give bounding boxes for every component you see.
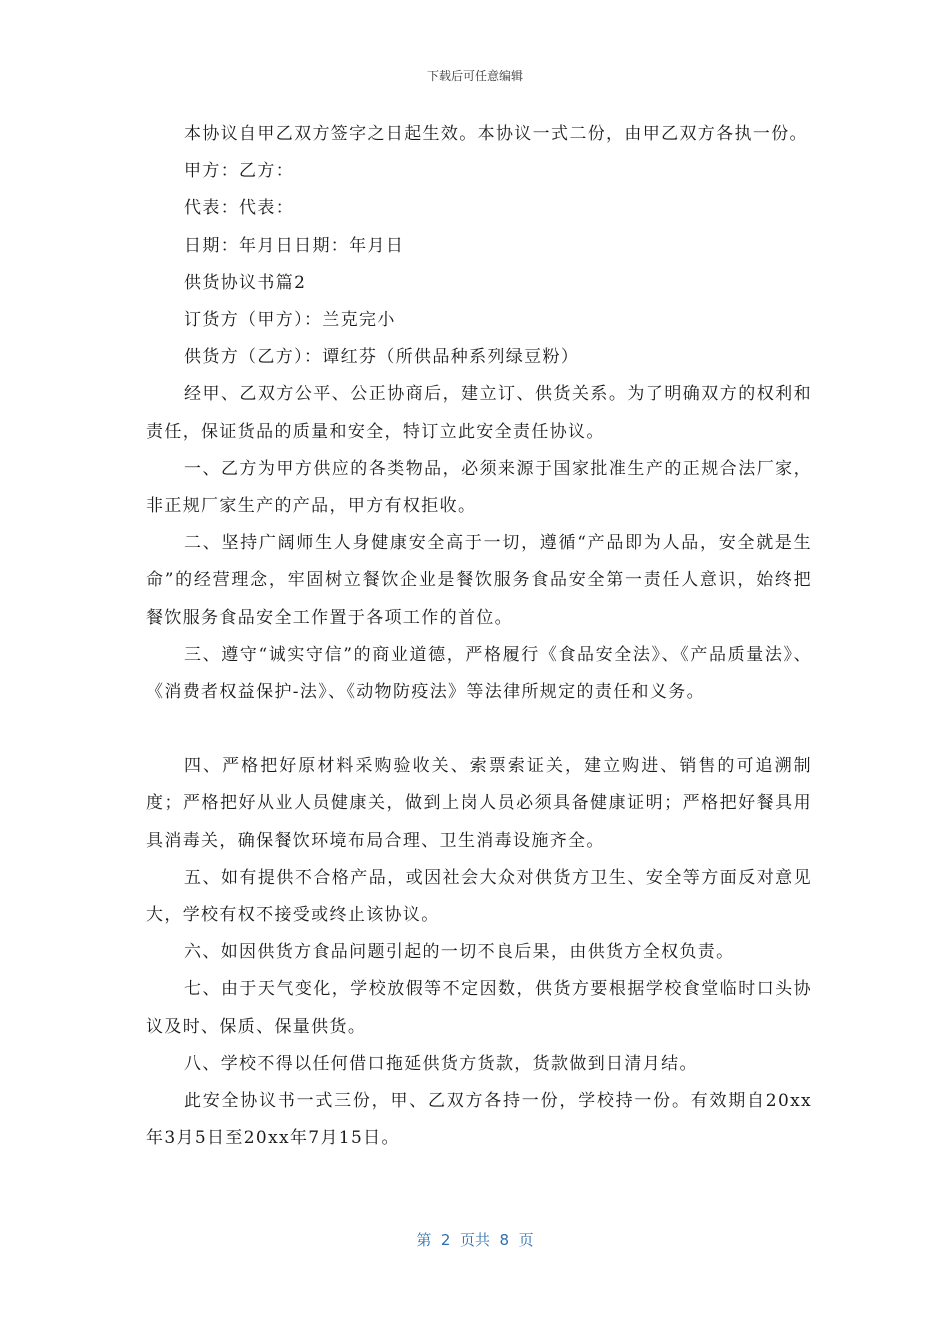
clause-4: 四、严格把好原材料采购验收关、索票索证关，建立购进、销售的可追溯制度；严格把好从业人员健康关，做到上岗人员必须具备健康证明；严格把好餐具用具消毒关，确保餐饮环境布局合理、卫生消毒设施齐全。 <box>146 756 812 851</box>
paragraph-representatives: 代表：代表： <box>184 198 295 219</box>
clause-2: 二、坚持广阔师生人身健康安全高于一切，遵循“产品即为人品，安全就是生命”的经营理念，牢固树立餐饮企业是餐饮服务食品安全第一责任人意识，始终把餐饮服务食品安全工作置于各项工作的首位。 <box>146 533 812 628</box>
document-body <box>146 116 812 1157</box>
paragraph-validity: 此安全协议书一式三份，甲、乙双方各持一份，学校持一份。有效期自20xx年3月5日至20xx年7月15日。 <box>146 1091 812 1149</box>
clause-1: 一、乙方为甲方供应的各类物品，必须来源于国家批准生产的正规合法厂家，非正规厂家生产的产品，甲方有权拒收。 <box>146 458 812 517</box>
page-header: 下载后可任意编辑 <box>426 69 523 83</box>
paragraph-supplier: 供货方（乙方）：谭红芬（所供品种系列绿豆粉） <box>184 347 580 368</box>
clause-5: 五、如有提供不合格产品，或因社会大众对供货方卫生、安全等方面反对意见大，学校有权不接受或终止该协议。 <box>146 867 812 926</box>
page-number: 第 2 页共 8 页 <box>416 1231 534 1249</box>
clause-8: 八、学校不得以任何借口拖延供货方货款，货款做到日清月结。 <box>184 1053 698 1074</box>
paragraph-dates: 日期：年月日日期：年月日 <box>184 235 405 256</box>
paragraph-parties: 甲方：乙方： <box>184 161 295 182</box>
paragraph-effective-clause: 本协议自甲乙双方签字之日起生效。本协议一式二份，由甲乙双方各执一份。 <box>184 124 808 144</box>
section-title: 供货协议书篇2 <box>184 272 307 293</box>
paragraph-buyer: 订货方（甲方）：兰克完小 <box>184 310 396 331</box>
clause-7: 七、由于天气变化，学校放假等不定因数，供货方要根据学校食堂临时口头协议及时、保质、保量供货。 <box>146 979 812 1037</box>
clause-3: 三、遵守“诚实守信”的商业道德，严格履行《食品安全法》、《产品质量法》、《消费者权益保护-法》、《动物防疫法》等法律所规定的责任和义务。 <box>146 644 812 703</box>
clause-6: 六、如因供货方食品问题引起的一切不良后果，由供货方全权负责。 <box>184 942 735 963</box>
paragraph-preamble: 经甲、乙双方公平、公正协商后，建立订、供货关系。为了明确双方的权利和责任，保证货品的质量和安全，特订立此安全责任协议。 <box>146 384 812 442</box>
